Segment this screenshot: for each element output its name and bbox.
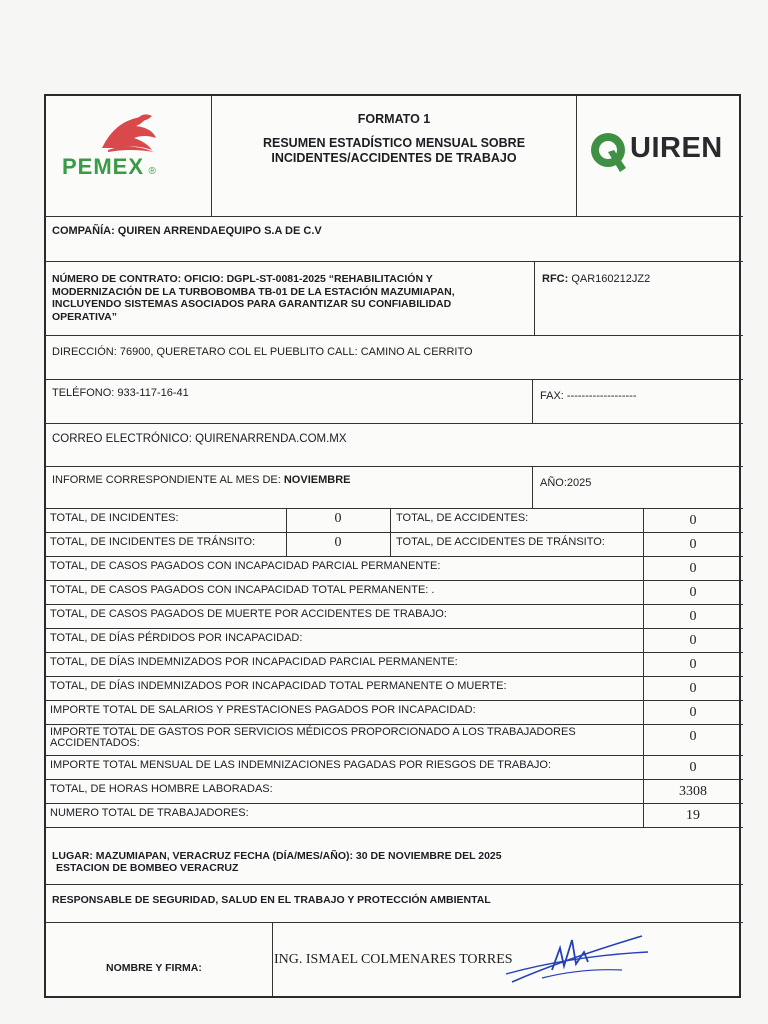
stat-row-label: IMPORTE TOTAL MENSUAL DE LAS INDEMNIZACIONES PAGADAS POR RIESGOS DE TRABAJO:: [50, 759, 552, 771]
stat-row-label: TOTAL, DE CASOS PAGADOS CON INCAPACIDAD TOTAL PERMANENTE: .: [50, 584, 435, 596]
quiren-logo-text: UIREN: [630, 132, 723, 164]
pemex-logo-text: PEMEX: [62, 154, 145, 179]
stat-row-label: TOTAL, DE HORAS HOMBRE LABORADAS:: [50, 783, 273, 795]
header-titles: [212, 112, 576, 165]
transit-accidents-label: TOTAL, DE ACCIDENTES DE TRÁNSITO:: [396, 536, 605, 548]
report-year: AÑO:2025: [540, 477, 592, 489]
incidents-label: TOTAL, DE INCIDENTES:: [50, 512, 179, 524]
phone-text: TELÉFONO: 933-117-16-41: [52, 387, 189, 399]
contract-block: [52, 273, 530, 323]
company-value: QUIREN ARRENDAEQUIPO S.A DE C.V: [117, 225, 322, 237]
transit-incidents-label: TOTAL, DE INCIDENTES DE TRÁNSITO:: [50, 536, 256, 548]
stat-row-value: 0: [689, 657, 697, 672]
stat-row-value: 0: [689, 729, 697, 744]
stat-row-value: 3308: [679, 784, 707, 799]
place-block: [52, 850, 502, 874]
stat-row-label: TOTAL, DE CASOS PAGADOS CON INCAPACIDAD PARCIAL PERMANENTE:: [50, 560, 441, 572]
registered-mark: ®: [148, 166, 156, 177]
stat-row-label: TOTAL, DE DÍAS PÉRDIDOS POR INCAPACIDAD:: [50, 632, 303, 644]
rfc-label: RFC:: [542, 273, 569, 285]
stat-row-value: 0: [689, 760, 697, 775]
fax-text: FAX: -------------------: [540, 390, 637, 402]
stat-row-value: 0: [689, 609, 697, 624]
transit-accidents-value: 0: [689, 537, 697, 552]
stat-row-label: NUMERO TOTAL DE TRABAJADORES:: [50, 807, 249, 819]
transit-incidents-value: 0: [334, 535, 342, 550]
place-line-2: ESTACION DE BOMBEO VERACRUZ: [56, 862, 239, 874]
contract-line-4: OPERATIVA”: [52, 310, 117, 323]
signature-label: NOMBRE Y FIRMA:: [106, 962, 202, 974]
pemex-logo: [56, 104, 206, 209]
contract-line-3: INCLUYENDO SISTEMAS ASOCIADOS PARA GARANTIZAR SU CONFIABILIDAD: [52, 298, 452, 310]
report-subtitle-2: INCIDENTES/ACCIDENTES DE TRABAJO: [271, 151, 517, 165]
incidents-value: 0: [334, 511, 342, 526]
contract-line-1: NÚMERO DE CONTRATO: OFICIO: DGPL-ST-0081-2025 “REHABILITACIÓN Y: [52, 273, 433, 285]
stat-row-label: TOTAL, DE DÍAS INDEMNIZADOS POR INCAPACIDAD TOTAL PERMANENTE O MUERTE:: [50, 680, 507, 692]
stat-row-label: IMPORTE TOTAL DE SALARIOS Y PRESTACIONES PAGADOS POR INCAPACIDAD:: [50, 704, 476, 716]
stat-row-value: 19: [686, 808, 700, 823]
quiren-logo: [588, 115, 738, 178]
quiren-q-icon: [588, 115, 632, 176]
responsible-label: RESPONSABLE DE SEGURIDAD, SALUD EN EL TRABAJO Y PROTECCIÓN AMBIENTAL: [52, 894, 491, 906]
form-sheet: [44, 94, 741, 998]
stat-row-label-2: ACCIDENTADOS:: [50, 737, 140, 749]
signatory-name: ING. ISMAEL COLMENARES TORRES: [274, 952, 513, 967]
rfc-value: QAR160212JZ2: [571, 273, 651, 285]
stat-row-value: 0: [689, 633, 697, 648]
report-month-label: INFORME CORRESPONDIENTE AL MES DE:: [52, 474, 281, 486]
address-text: DIRECCIÓN: 76900, QUERETARO COL EL PUEBLITO CALL: CAMINO AL CERRITO: [52, 346, 473, 358]
accidents-label: TOTAL, DE ACCIDENTES:: [396, 512, 529, 524]
stat-row-value: 0: [689, 705, 697, 720]
email-text: CORREO ELECTRÓNICO: QUIRENARRENDA.COM.MX: [52, 433, 347, 445]
company-row: [52, 225, 322, 237]
stat-row-label: TOTAL, DE DÍAS INDEMNIZADOS POR INCAPACIDAD PARCIAL PERMANENTE:: [50, 656, 458, 668]
stat-row-value: 0: [689, 681, 697, 696]
accidents-value: 0: [689, 513, 697, 528]
contract-line-2: MODERNIZACIÓN DE LA TURBOBOMBA TB-01 DE LA ESTACIÓN MAZUMIAPAN,: [52, 285, 455, 298]
place-line-1: LUGAR: MAZUMIAPAN, VERACRUZ FECHA (DÍA/MES/AÑO): 30 DE NOVIEMBRE DEL 2025: [52, 850, 502, 862]
rfc-field: [542, 273, 650, 285]
stat-row-value: 0: [689, 561, 697, 576]
stat-row-label: IMPORTE TOTAL DE GASTOS POR SERVICIOS MÉDICOS PROPORCIONADO A LOS TRABAJADORES: [50, 726, 576, 738]
report-month-value: NOVIEMBRE: [283, 474, 351, 486]
handwritten-signature: [502, 930, 652, 990]
stat-row-value: 0: [689, 585, 697, 600]
report-month-row: [52, 474, 350, 486]
svg-text:Q: Q: [588, 115, 601, 132]
company-label: COMPAÑÍA:: [52, 225, 115, 237]
format-title: FORMATO 1: [357, 112, 431, 126]
stat-row-label: TOTAL, DE CASOS PAGADOS DE MUERTE POR ACCIDENTES DE TRABAJO:: [50, 608, 447, 620]
report-subtitle-1: RESUMEN ESTADÍSTICO MENSUAL SOBRE: [262, 136, 526, 150]
